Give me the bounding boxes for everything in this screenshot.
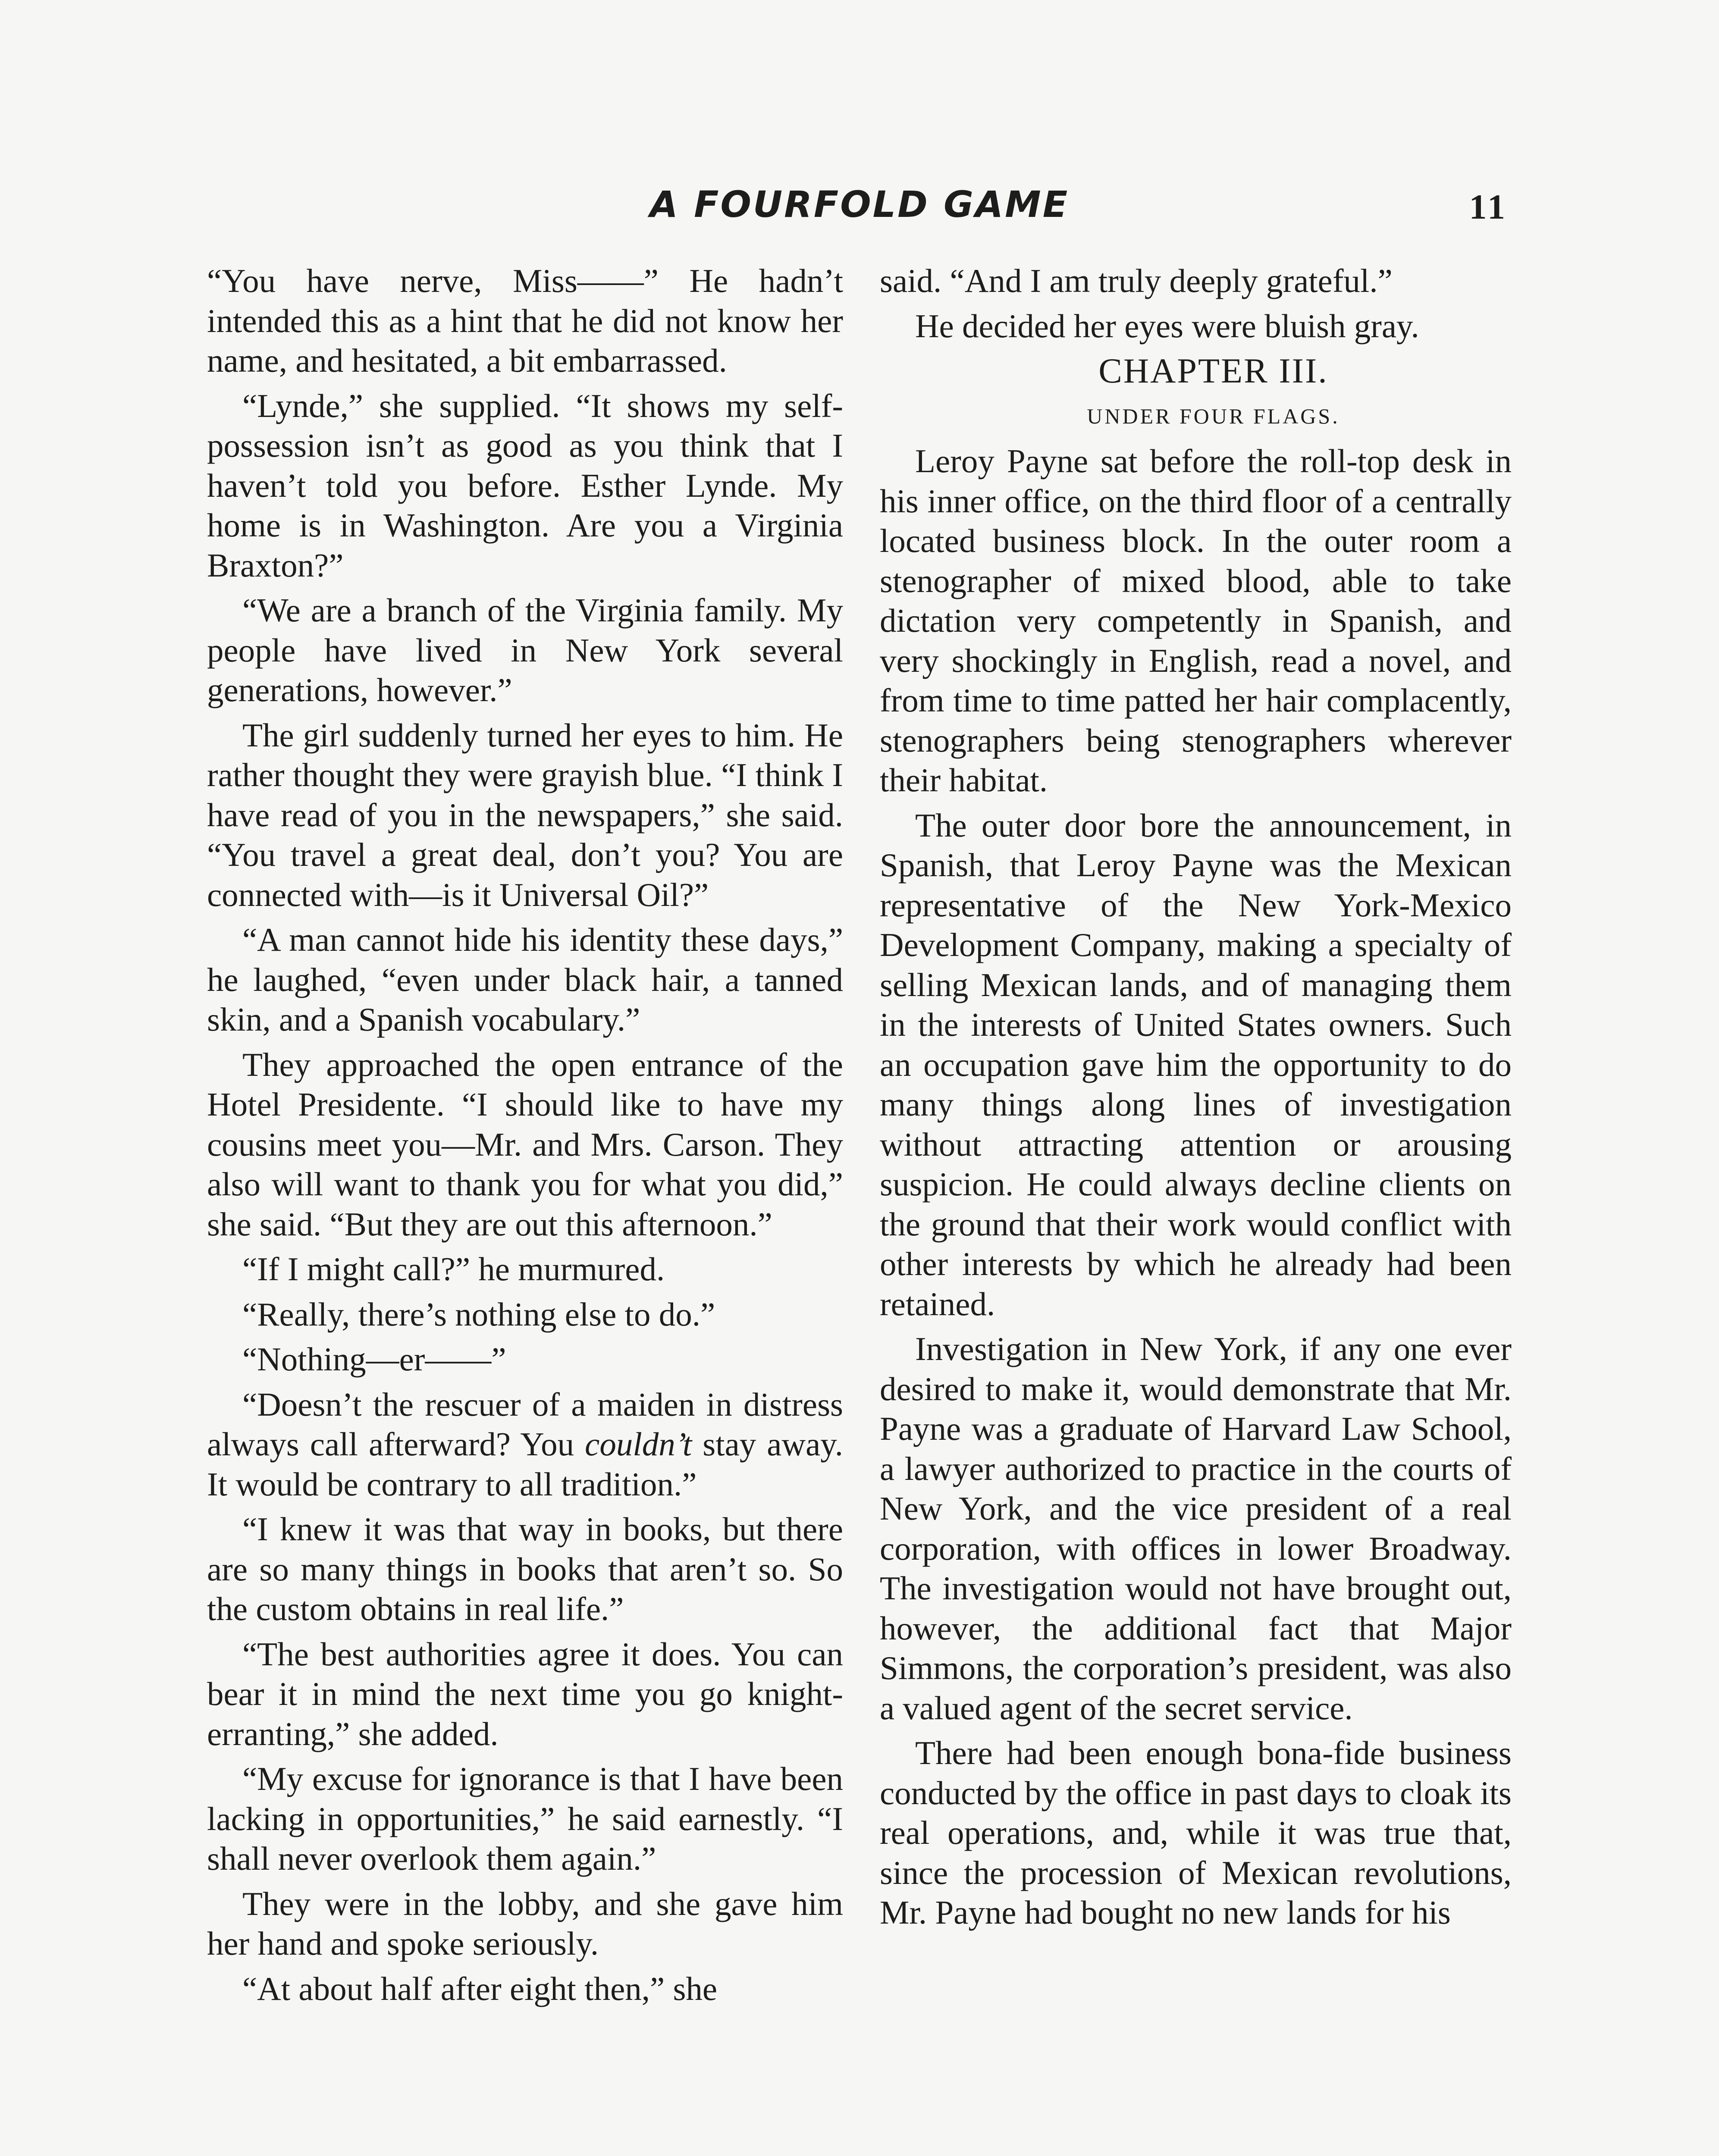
paragraph: There had been enough bona-fide business conducted by the office in past days to cloak its real operations, and, while it was true that, since the procession of Mexican revolutions, Mr. Payne had bought no new lands for his — [880, 1734, 1512, 1931]
paragraph: “Nothing—er——” — [242, 1341, 506, 1378]
paragraph: “I knew it was that way in books, but there are so many things in books that aren’t so. So the custom obtains in real life.” — [207, 1510, 843, 1627]
paragraph: “My excuse for ignorance is that I have been lacking in opportunities,” he said earnestly. “I shall never overlook them again.” — [207, 1760, 843, 1877]
paragraph: The girl suddenly turned her eyes to him. He rather thought they were grayish blue. “I think I have read of you in the newspapers,” she said. “You travel a great deal, don’t you? You are connected with—is it Universal Oil?” — [207, 716, 843, 913]
right-column — [880, 261, 1512, 1938]
continued-paragraph: “You have nerve, Miss——” He hadn’t intended this as a hint that he did not know her name, and hesitated, a bit embarrassed. — [207, 262, 843, 379]
paragraph: “At about half after eight then,” she — [242, 1970, 718, 2007]
paragraph: “The best authorities agree it does. You can bear it in mind the next time you go knight-erranting,” she added. — [207, 1635, 843, 1752]
paragraph: Leroy Payne sat before the roll-top desk in his inner office, on the third floor of a centrally located business block. In the outer room a stenographer of mixed blood, able to take dictation very competently in Spanish, and very shockingly in English, read a novel, and from time to time patted her hair complacently, stenographers being stenographers wherever their habitat. — [880, 442, 1512, 799]
paragraph: They were in the lobby, and she gave him her hand and spoke seriously. — [207, 1885, 843, 1962]
paragraph: “Really, there’s nothing else to do.” — [242, 1295, 715, 1333]
left-column — [207, 261, 843, 2014]
paragraph: They approached the open entrance of the Hotel Presidente. “I should like to have my cousins meet you—Mr. and Mrs. Carson. They also will want to thank you for what you did,” she said. “But they are out this afternoon.” — [207, 1046, 843, 1243]
continued-paragraph: said. “And I am truly deeply grateful.” — [880, 262, 1393, 299]
chapter-subtitle: UNDER FOUR FLAGS. — [1087, 404, 1340, 428]
chapter-heading: CHAPTER III. — [1098, 351, 1328, 390]
paragraph: “We are a branch of the Virginia family. My people have lived in New York several generations, however.” — [207, 592, 843, 708]
running-title: A FOURFOLD GAME — [649, 183, 1070, 226]
paragraph: “Doesn’t the rescuer of a maiden in distress always call afterward? You couldn’t stay away. It would be contrary to all tradition.” — [207, 1385, 843, 1503]
paragraph: Investigation in New York, if any one ever desired to make it, would demonstrate that Mr. Payne was a graduate of Harvard Law School, a lawyer authorized to practice in the courts of New York, and the vice president of a real corporation, with offices in lower Broadway. The investigation would not have brought out, however, the additional fact that Major Simmons, the corporation’s president, was also a valued agent of the secret service. — [880, 1330, 1512, 1727]
running-head — [0, 183, 1719, 231]
paragraph: The outer door bore the announcement, in Spanish, that Leroy Payne was the Mexican representative of the New York-Mexico Development Company, making a specialty of selling Mexican lands, and of managing them in the interests of United States owners. Such an occupation gave him the opportunity to do many things along lines of investigation without attracting attention or arousing suspicion. He could always decline clients on the ground that their work would conflict with other interests by which he already had been retained. — [880, 806, 1512, 1322]
paragraph: He decided her eyes were bluish gray. — [915, 307, 1419, 345]
paragraph: “A man cannot hide his identity these days,” he laughed, “even under black hair, a tanned skin, and a Spanish vocabulary.” — [207, 921, 843, 1038]
paragraph: “Lynde,” she supplied. “It shows my self-possession isn’t as good as you think that I haven’t told you before. Esther Lynde. My home is in Washington. Are you a Virginia Braxton?” — [207, 387, 843, 584]
paragraph: “If I might call?” he murmured. — [242, 1250, 665, 1288]
page-number: 11 — [1469, 187, 1508, 226]
